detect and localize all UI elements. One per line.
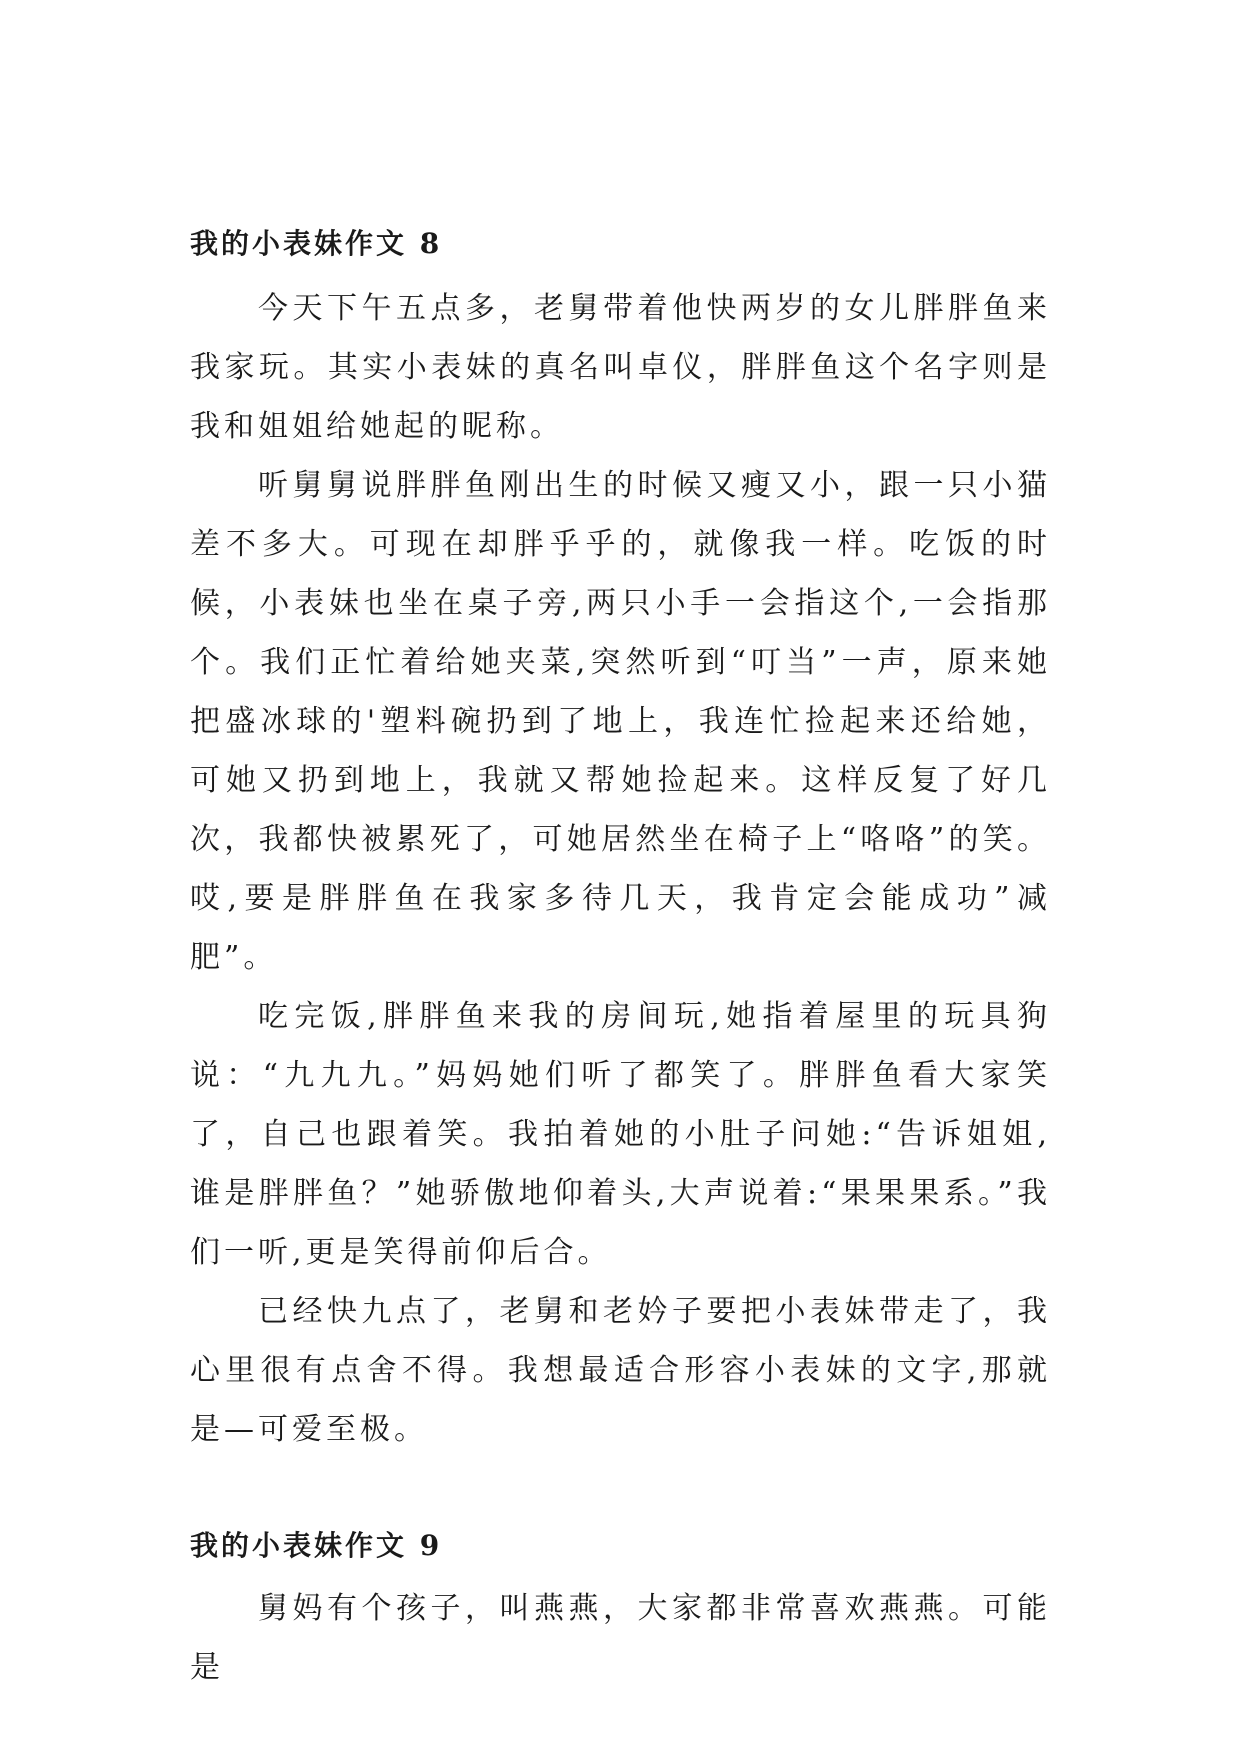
essay-paragraph: 已经快九点了，老舅和老妗子要把小表妹带走了，我心里很有点舍不得。我想最适合形容小表妹的文字,那就是—可爱至极。 bbox=[190, 1294, 1051, 1447]
essay-paragraph: 舅妈有个孩子，叫燕燕，大家都非常喜欢燕燕。可能是 bbox=[190, 1591, 1051, 1685]
essay-title: 我的小表妹作文 9 bbox=[190, 1529, 443, 1562]
essay-paragraph: 听舅舅说胖胖鱼刚出生的时候又瘦又小，跟一只小猫差不多大。可现在却胖乎乎的，就像我一样。吃饭的时候，小表妹也坐在桌子旁,两只小手一会指这个,一会指那个。我们正忙着给她夹菜,突然听到“叮当”一声，原来她把盛冰球的'塑料碗扔到了地上，我连忙捡起来还给她，可她又扔到地上，我就又帮她捡起来。这样反复了好几次，我都快被累死了，可她居然坐在椅子上“咯咯”的笑。哎,要是胖胖鱼在我家多待几天，我肯定会能成功”减肥”。 bbox=[190, 468, 1051, 975]
essay-title: 我的小表妹作文 8 bbox=[190, 227, 443, 260]
essay-paragraph: 今天下午五点多，老舅带着他快两岁的女儿胖胖鱼来我家玩。其实小表妹的真名叫卓仪，胖胖鱼这个名字则是我和姐姐给她起的昵称。 bbox=[190, 291, 1051, 444]
essay-paragraph: 吃完饭,胖胖鱼来我的房间玩,她指着屋里的玩具狗说：“九九九。”妈妈她们听了都笑了。胖胖鱼看大家笑了，自己也跟着笑。我拍着她的小肚子问她:“告诉姐姐,谁是胖胖鱼？”她骄傲地仰着头,大声说着:“果果果系。”我们一听,更是笑得前仰后合。 bbox=[190, 999, 1051, 1270]
